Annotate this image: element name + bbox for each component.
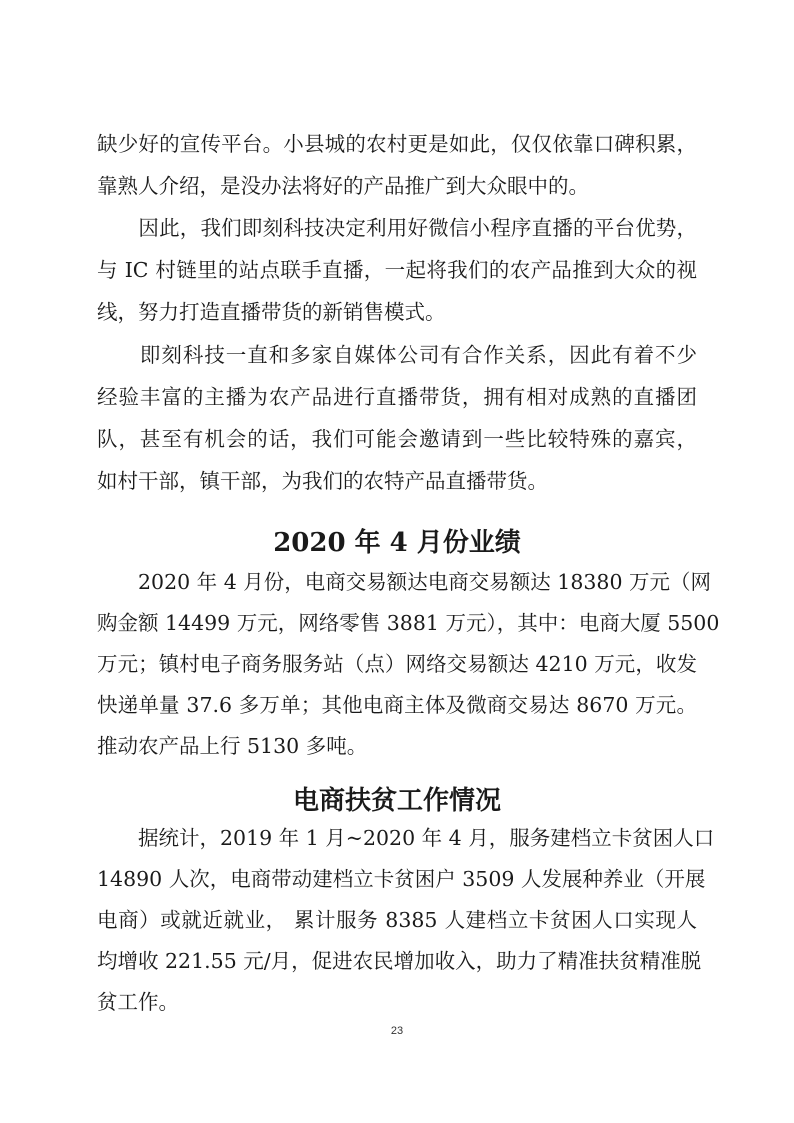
paragraph-line: 因此，我们即刻科技决定利用好微信小程序直播的平台优势，	[97, 216, 697, 240]
paragraph-line: 线，努力打造直播带货的新销售模式。	[97, 300, 446, 324]
section-heading-poverty: 电商扶贫工作情况	[292, 786, 501, 816]
paragraph-line: 2020 年 4 月份，电商交易额达电商交易额达 18380 万元（网	[97, 570, 712, 594]
paragraph-line: 靠熟人介绍，是没办法将好的产品推广到大众眼中的。	[97, 174, 589, 198]
page-number: 23	[390, 1025, 404, 1037]
paragraph-line: 队，甚至有机会的话，我们可能会邀请到一些比较特殊的嘉宾，	[97, 427, 697, 451]
paragraph-line: 如村干部，镇干部，为我们的农特产品直播带货。	[97, 469, 548, 493]
paragraph-line: 贫工作。	[97, 990, 179, 1014]
paragraph-line: 14890 人次，电商带动建档立卡贫困户 3509 人发展种养业（开展	[97, 867, 706, 891]
paragraph-line: 与 IC 村链里的站点联手直播，一起将我们的农产品推到大众的视	[97, 258, 697, 282]
paragraph-line: 据统计，2019 年 1 月~2020 年 4 月，服务建档立卡贫困人口	[97, 826, 715, 850]
paragraph-line: 缺少好的宣传平台。小县城的农村更是如此，仅仅依靠口碑积累，	[97, 132, 697, 156]
section-heading-april: 2020 年 4 月份业绩	[273, 528, 521, 558]
paragraph-line: 推动农产品上行 5130 多吨。	[97, 734, 368, 758]
paragraph-line: 万元；镇村电子商务服务站（点）网络交易额达 4210 万元，收发	[97, 652, 697, 676]
paragraph-line: 即刻科技一直和多家自媒体公司有合作关系，因此有着不少	[97, 343, 697, 367]
paragraph-line: 购金额 14499 万元，网络零售 3881 万元），其中：电商大厦 5500	[97, 611, 720, 635]
paragraph-line: 快递单量 37.6 多万单；其他电商主体及微商交易达 8670 万元。	[97, 693, 697, 717]
paragraph-line: 经验丰富的主播为农产品进行直播带货，拥有相对成熟的直播团	[97, 385, 697, 409]
paragraph-line: 均增收 221.55 元/月，促进农民增加收入，助力了精准扶贫精准脱	[97, 949, 702, 973]
paragraph-line: 电商）或就近就业， 累计服务 8385 人建档立卡贫困人口实现人	[97, 908, 697, 932]
